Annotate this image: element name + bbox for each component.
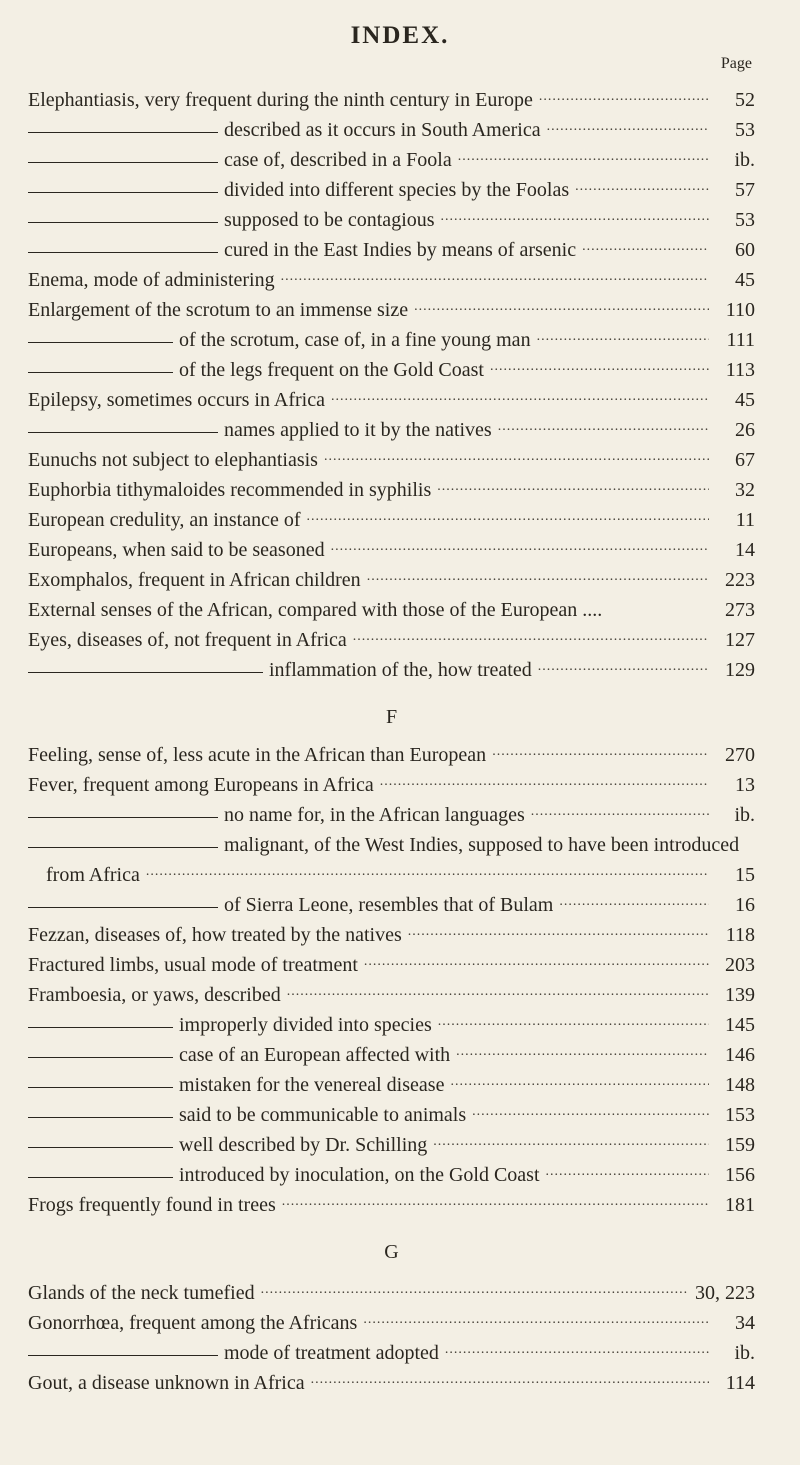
- entry-text: External senses of the African, compared with those of the European ....: [28, 599, 603, 621]
- page-number: 32: [735, 479, 755, 501]
- entry-text: Europeans, when said to be seasoned: [28, 539, 325, 561]
- leader-dots: [492, 740, 709, 764]
- page-number: 14: [735, 539, 755, 561]
- page-number: 111: [726, 329, 755, 351]
- leader-dots: [441, 205, 709, 229]
- entry-text: Fractured limbs, usual mode of treatment: [28, 954, 358, 976]
- page-number: 53: [735, 209, 755, 231]
- ditto-dash: [28, 817, 218, 818]
- entry-text: described as it occurs in South America: [224, 119, 541, 141]
- leader-dots: [282, 1190, 709, 1214]
- entry-text: Exomphalos, frequent in African children: [28, 569, 361, 591]
- index-entry: [28, 947, 755, 977]
- entry-text: supposed to be contagious: [224, 209, 435, 231]
- page-column-label: Page: [720, 55, 752, 72]
- page-number: 11: [735, 509, 755, 531]
- entry-text: Fezzan, diseases of, how treated by the natives: [28, 924, 402, 946]
- page-number: 203: [725, 954, 755, 976]
- entry-text: mode of treatment adopted: [224, 1342, 439, 1364]
- page-number: 16: [735, 894, 755, 916]
- ditto-dash: [28, 1027, 173, 1028]
- index-entry: [28, 737, 755, 767]
- index-entry: [28, 232, 755, 262]
- entry-text: no name for, in the African languages: [224, 804, 525, 826]
- leader-dots: [458, 145, 709, 169]
- page-number: 129: [725, 659, 755, 681]
- leader-dots: [408, 920, 709, 944]
- page-number: ib.: [734, 149, 755, 171]
- index-entry: [28, 1187, 755, 1217]
- entry-text: Framboesia, or yaws, described: [28, 984, 281, 1006]
- entry-text: Gonorrhœa, frequent among the Africans: [28, 1312, 358, 1334]
- index-entry: [28, 1127, 755, 1157]
- leader-dots: [324, 445, 709, 469]
- leader-dots: [331, 385, 709, 409]
- index-entry: [28, 142, 755, 172]
- entry-text: Epilepsy, sometimes occurs in Africa: [28, 389, 325, 411]
- leader-dots: [367, 565, 709, 589]
- page-number: 57: [735, 179, 755, 201]
- page-number: 110: [725, 299, 755, 321]
- index-entry: [28, 1037, 755, 1067]
- entry-text: improperly divided into species: [179, 1014, 432, 1036]
- ditto-dash: [28, 132, 218, 133]
- section-letter: G: [384, 1241, 399, 1263]
- ditto-dash: [28, 432, 218, 433]
- page-number: 153: [725, 1104, 755, 1126]
- entry-text: Fever, frequent among Europeans in Africa: [28, 774, 374, 796]
- page-number: 156: [725, 1164, 755, 1186]
- index-entry: [28, 322, 755, 352]
- page-number: 127: [725, 629, 755, 651]
- entry-text: of the scrotum, case of, in a fine young man: [179, 329, 531, 351]
- ditto-dash: [28, 1087, 173, 1088]
- index-entry: [28, 532, 755, 562]
- index-entry: [28, 1305, 755, 1335]
- page-number: 67: [735, 449, 755, 471]
- page-number: 113: [725, 359, 755, 381]
- leader-dots: [537, 325, 709, 349]
- page-number: 223: [725, 569, 755, 591]
- entry-text: well described by Dr. Schilling: [179, 1134, 428, 1156]
- entry-text: Eunuchs not subject to elephantiasis: [28, 449, 318, 471]
- leader-dots: [539, 85, 709, 109]
- leader-dots: [437, 475, 709, 499]
- entry-text: introduced by inoculation, on the Gold Coast: [179, 1164, 540, 1186]
- leader-dots: [281, 265, 709, 289]
- page-number: 45: [735, 389, 755, 411]
- section-letter: F: [385, 706, 398, 728]
- page-number: 273: [725, 599, 755, 621]
- ditto-dash: [28, 1147, 173, 1148]
- leader-dots: [456, 1040, 709, 1064]
- index-entry: [28, 797, 755, 827]
- entry-text: Enlargement of the scrotum to an immense size: [28, 299, 409, 321]
- page-number: 146: [725, 1044, 755, 1066]
- index-entry: [28, 592, 755, 622]
- page-number: 34: [735, 1312, 755, 1334]
- index-entry: [28, 857, 755, 887]
- entry-text: Euphorbia tithymaloides recommended in syphilis: [28, 479, 432, 501]
- entry-text: mistaken for the venereal disease: [179, 1074, 445, 1096]
- page-number: 15: [735, 864, 755, 886]
- leader-dots: [575, 175, 709, 199]
- entry-text: of the legs frequent on the Gold Coast: [179, 359, 484, 381]
- page-number: 181: [725, 1194, 755, 1216]
- page-number: 148: [725, 1074, 755, 1096]
- index-entry: [28, 767, 755, 797]
- entry-text: divided into different species by the Foolas: [224, 179, 570, 201]
- index-entry: [28, 917, 755, 947]
- leader-dots: [547, 115, 709, 139]
- page-number: ib.: [734, 1342, 755, 1364]
- index-entry: [28, 262, 755, 292]
- index-entry: [28, 82, 755, 112]
- index-entry: [28, 1157, 755, 1187]
- index-entry: [28, 1275, 755, 1305]
- leader-dots: [582, 235, 709, 259]
- index-entry: [28, 412, 755, 442]
- index-entry: [28, 502, 755, 532]
- page-number: 30, 223: [695, 1282, 755, 1304]
- leader-dots: [438, 1010, 709, 1034]
- index-entry: [28, 1365, 755, 1395]
- leader-dots: [498, 415, 709, 439]
- leader-dots: [331, 535, 709, 559]
- index-entry: [28, 652, 755, 682]
- index-entry: [28, 442, 755, 472]
- ditto-dash: [28, 192, 218, 193]
- index-entry: [28, 382, 755, 412]
- entry-text: Enema, mode of administering: [28, 269, 275, 291]
- ditto-dash: [28, 847, 218, 848]
- ditto-dash: [28, 372, 173, 373]
- index-entry: [28, 292, 755, 322]
- page-number: 270: [725, 744, 755, 766]
- leader-dots: [363, 1308, 709, 1332]
- index-entry: [28, 1067, 755, 1097]
- index-entry: [28, 562, 755, 592]
- page-number: 118: [725, 924, 755, 946]
- leader-dots: [559, 890, 709, 914]
- entry-text: said to be communicable to animals: [179, 1104, 467, 1126]
- entry-text: of Sierra Leone, resembles that of Bulam: [224, 894, 554, 916]
- index-entry: [28, 1335, 755, 1365]
- page-number: 60: [735, 239, 755, 261]
- leader-dots: [311, 1368, 709, 1392]
- leader-dots: [433, 1130, 709, 1154]
- entry-text: Eyes, diseases of, not frequent in Africa: [28, 629, 347, 651]
- page-number: 53: [735, 119, 755, 141]
- leader-dots: [353, 625, 709, 649]
- leader-dots: [445, 1338, 709, 1362]
- ditto-dash: [28, 342, 173, 343]
- entry-text: Frogs frequently found in trees: [28, 1194, 276, 1216]
- leader-dots: [287, 980, 709, 1004]
- page-number: 114: [725, 1372, 755, 1394]
- leader-dots: [546, 1160, 710, 1184]
- index-entry: [28, 622, 755, 652]
- index-entry: [28, 1097, 755, 1127]
- leader-dots: [531, 800, 709, 824]
- index-entry: [28, 472, 755, 502]
- entry-text: Elephantiasis, very frequent during the ninth century in Europe: [28, 89, 533, 111]
- index-entry: [28, 112, 755, 142]
- page-number: 52: [735, 89, 755, 111]
- entry-text: Gout, a disease unknown in Africa: [28, 1372, 305, 1394]
- index-entry: [28, 887, 755, 917]
- ditto-dash: [28, 907, 218, 908]
- leader-dots: [538, 655, 709, 679]
- leader-dots: [380, 770, 709, 794]
- page-number: ib.: [734, 804, 755, 826]
- page-number: 145: [725, 1014, 755, 1036]
- ditto-dash: [28, 1057, 173, 1058]
- ditto-dash: [28, 252, 218, 253]
- leader-dots: [306, 505, 709, 529]
- entry-text: case of an European affected with: [179, 1044, 451, 1066]
- index-entry: [28, 827, 755, 857]
- index-entry: [28, 172, 755, 202]
- leader-dots: [146, 860, 709, 884]
- ditto-dash: [28, 1177, 173, 1178]
- entry-text: from Africa: [46, 864, 140, 886]
- page-number: 13: [735, 774, 755, 796]
- entry-text: names applied to it by the natives: [224, 419, 492, 441]
- page-number: 26: [735, 419, 755, 441]
- index-entries: [28, 82, 755, 1395]
- leader-dots: [364, 950, 709, 974]
- index-entry: [28, 202, 755, 232]
- ditto-dash: [28, 1355, 218, 1356]
- entry-text: case of, described in a Foola: [224, 149, 452, 171]
- entry-text: cured in the East Indies by means of arsenic: [224, 239, 577, 261]
- index-entry: [28, 1007, 755, 1037]
- ditto-dash: [28, 162, 218, 163]
- index-entry: [28, 977, 755, 1007]
- page-number: 139: [725, 984, 755, 1006]
- entry-text: inflammation of the, how treated: [269, 659, 532, 681]
- ditto-dash: [28, 1117, 173, 1118]
- page-number: 159: [725, 1134, 755, 1156]
- page-number: 45: [735, 269, 755, 291]
- index-entry: [28, 352, 755, 382]
- entry-text: Feeling, sense of, less acute in the African than European: [28, 744, 487, 766]
- leader-dots: [261, 1278, 689, 1302]
- leader-dots: [472, 1100, 709, 1124]
- entry-text: European credulity, an instance of: [28, 509, 301, 531]
- ditto-dash: [28, 672, 263, 673]
- page-title: INDEX.: [350, 22, 450, 49]
- ditto-dash: [28, 222, 218, 223]
- leader-dots: [414, 295, 709, 319]
- entry-text: malignant, of the West Indies, supposed to have been introduced: [224, 834, 740, 856]
- entry-text: Glands of the neck tumefied: [28, 1282, 255, 1304]
- leader-dots: [450, 1070, 709, 1094]
- leader-dots: [490, 355, 709, 379]
